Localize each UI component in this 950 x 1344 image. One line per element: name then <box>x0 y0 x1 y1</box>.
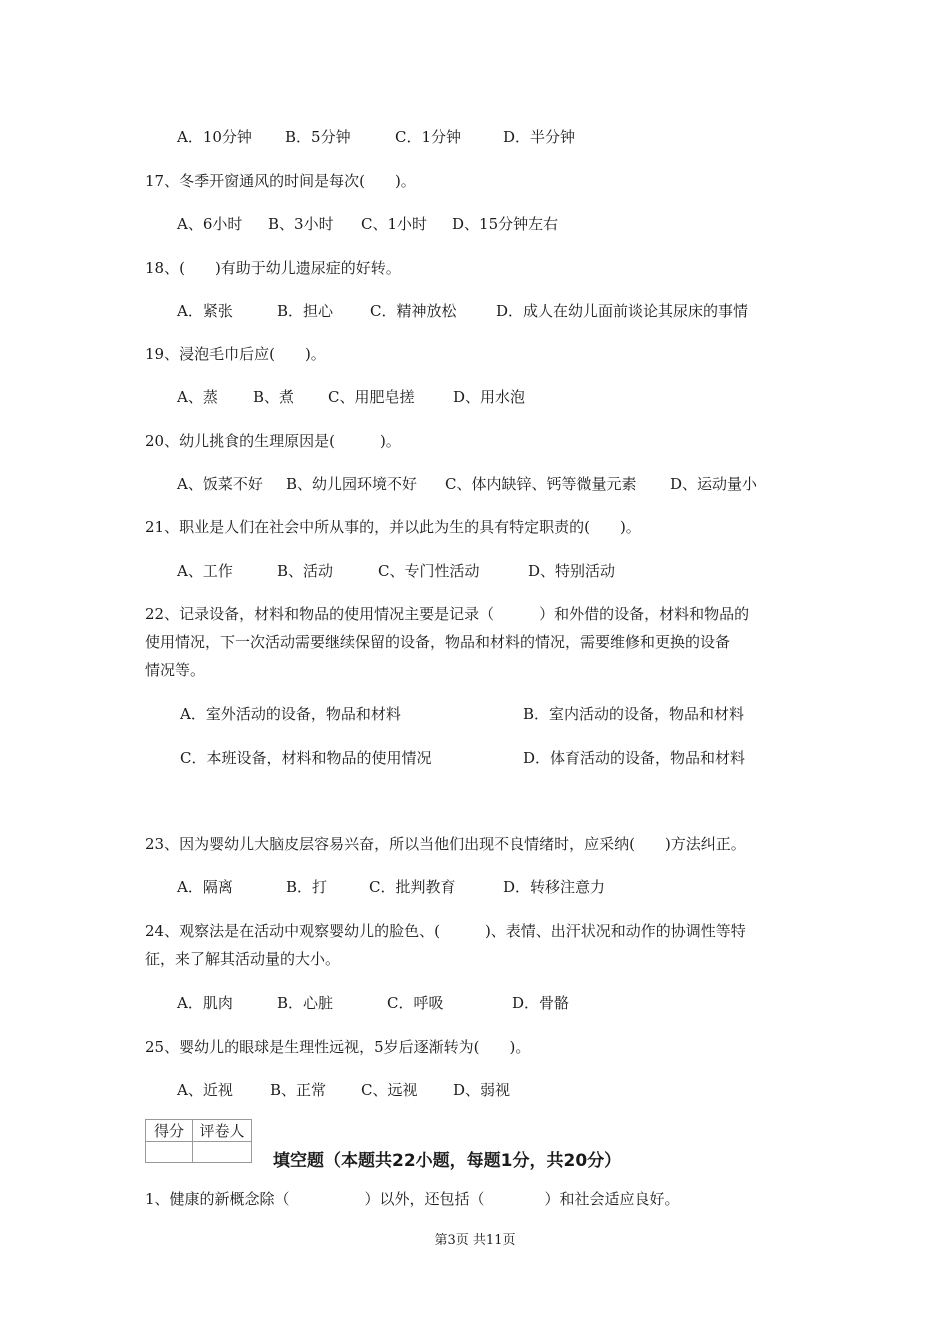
q17-option-b: B、3小时 <box>268 215 334 233</box>
q16-option-c: C．1分钟 <box>395 128 462 146</box>
q22-stem-line-1: 22、记录设备，材料和物品的使用情况主要是记录（ ）和外借的设备，材料和物品的 <box>145 605 750 623</box>
page-footer: 第3页 共11页 <box>434 1233 516 1248</box>
q23-option-d: D．转移注意力 <box>503 878 606 896</box>
q17-option-a: A、6小时 <box>177 215 243 233</box>
q19-option-d: D、用水泡 <box>453 388 526 406</box>
q21-option-b: B、活动 <box>277 562 334 580</box>
q20-option-a: A、饭菜不好 <box>177 475 263 493</box>
q21-stem: 21、职业是人们在社会中所从事的，并以此为生的具有特定职责的( )。 <box>145 518 641 536</box>
q20-stem: 20、幼儿挑食的生理原因是( )。 <box>145 432 401 450</box>
q22-option-a: A．室外活动的设备，物品和材料 <box>180 705 401 723</box>
q18-option-c: C．精神放松 <box>370 302 457 320</box>
q18-option-d: D．成人在幼儿面前谈论其尿床的事情 <box>496 302 749 320</box>
q19-option-c: C、用肥皂搓 <box>328 388 415 406</box>
q24-stem-line-2: 征，来了解其活动量的大小。 <box>145 950 341 968</box>
q21-option-c: C、专门性活动 <box>378 562 480 580</box>
q16-option-a: A．10分钟 <box>177 128 252 146</box>
q21-option-d: D、特别活动 <box>528 562 616 580</box>
q22-option-d: D．体育活动的设备，物品和材料 <box>523 749 746 767</box>
q25-option-a: A、近视 <box>177 1081 233 1099</box>
q20-option-c: C、体内缺锌、钙等微量元素 <box>445 475 637 493</box>
q25-option-c: C、远视 <box>361 1081 418 1099</box>
q24-option-b: B．心脏 <box>277 994 334 1012</box>
score-table <box>145 1119 252 1163</box>
q24-option-c: C．呼吸 <box>387 994 444 1012</box>
fill-question-1: 1、健康的新概念除（ ）以外，还包括（ ）和社会适应良好。 <box>145 1190 680 1208</box>
q19-option-b: B、煮 <box>253 388 295 406</box>
q24-option-a: A．肌肉 <box>177 994 233 1012</box>
q24-option-d: D．骨骼 <box>512 994 570 1012</box>
q22-option-c: C．本班设备，材料和物品的使用情况 <box>180 749 432 767</box>
q25-option-b: B、正常 <box>270 1081 327 1099</box>
q18-option-b: B．担心 <box>277 302 334 320</box>
q23-stem: 23、因为婴幼儿大脑皮层容易兴奋，所以当他们出现不良情绪时，应采纳( )方法纠正。 <box>145 835 746 853</box>
q22-option-b: B．室内活动的设备，物品和材料 <box>523 705 745 723</box>
q17-option-d: D、15分钟左右 <box>452 215 559 233</box>
q25-stem: 25、婴幼儿的眼球是生理性远视，5岁后逐渐转为( )。 <box>145 1038 531 1056</box>
q21-option-a: A、工作 <box>177 562 233 580</box>
q17-stem: 17、冬季开窗通风的时间是每次( )。 <box>145 172 416 190</box>
q23-option-b: B．打 <box>286 878 328 896</box>
q22-stem-line-3: 情况等。 <box>145 661 206 679</box>
q20-option-b: B、幼儿园环境不好 <box>286 475 418 493</box>
q16-option-d: D．半分钟 <box>503 128 576 146</box>
q20-option-d: D、运动量小 <box>670 475 758 493</box>
q24-stem-line-1: 24、观察法是在活动中观察婴幼儿的脸色、( )、表情、出汗状况和动作的协调性等特 <box>145 922 746 940</box>
score-header: 得分 <box>146 1120 193 1142</box>
q19-option-a: A、蒸 <box>177 388 218 406</box>
q23-option-a: A．隔离 <box>177 878 233 896</box>
q17-option-c: C、1小时 <box>361 215 428 233</box>
q25-option-d: D、弱视 <box>453 1081 511 1099</box>
q18-stem: 18、( )有助于幼儿遗尿症的好转。 <box>145 259 401 277</box>
q23-option-c: C．批判教育 <box>369 878 456 896</box>
grader-cell <box>193 1142 252 1163</box>
score-cell <box>146 1142 193 1163</box>
q16-option-b: B．5分钟 <box>285 128 351 146</box>
grader-header: 评卷人 <box>193 1120 252 1142</box>
section-title: 填空题（本题共22小题，每题1分，共20分） <box>273 1151 622 1171</box>
q19-stem: 19、浸泡毛巾后应( )。 <box>145 345 326 363</box>
q22-stem-line-2: 使用情况，下一次活动需要继续保留的设备，物品和材料的情况，需要维修和更换的设备 <box>145 633 731 651</box>
q18-option-a: A．紧张 <box>177 302 233 320</box>
